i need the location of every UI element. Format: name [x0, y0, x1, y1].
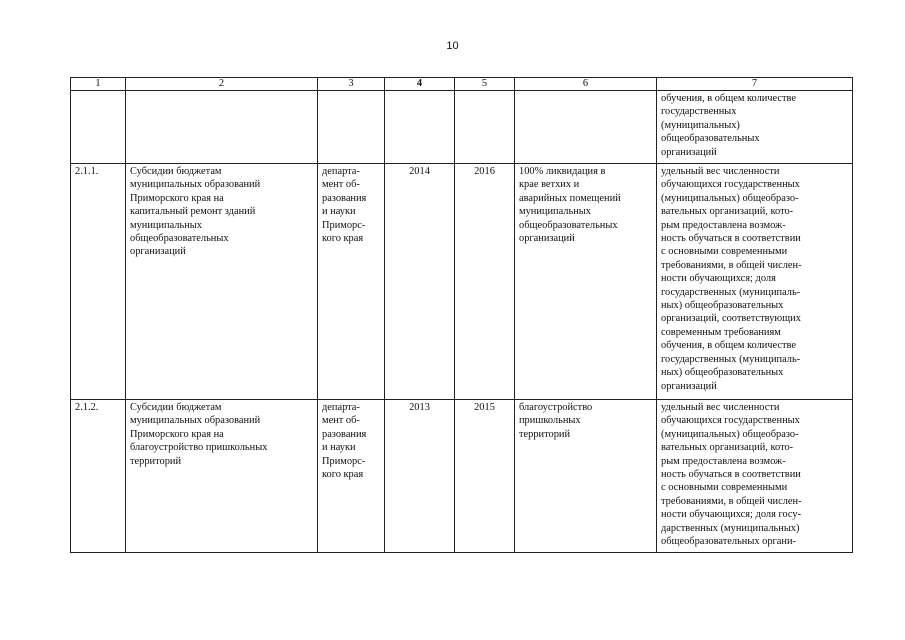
col-header-6: 6 — [515, 78, 657, 91]
cell-year-start — [385, 91, 455, 164]
cell-year-end — [455, 91, 515, 164]
cell-year-end: 2015 — [455, 400, 515, 553]
cell-executor — [318, 91, 385, 164]
program-table — [70, 77, 853, 553]
cell-executor: департа- мент об- разования и науки Приморс- кого края — [318, 400, 385, 553]
cell-year-start: 2013 — [385, 400, 455, 553]
col-header-1: 1 — [71, 78, 126, 91]
table-row — [71, 164, 853, 400]
cell-result: 100% ликвидация в крае ветхих и аварийных помещений муниципальных общеобразовательных организаций — [515, 164, 657, 400]
cell-executor: департа- мент об- разования и науки Приморс- кого края — [318, 164, 385, 400]
cell-name — [126, 91, 318, 164]
cell-name: Субсидии бюджетам муниципальных образований Приморского края на благоустройство пришкольных территорий — [126, 400, 318, 553]
cell-result: благоустройство пришкольных территорий — [515, 400, 657, 553]
cell-year-start: 2014 — [385, 164, 455, 400]
cell-indicator: обучения, в общем количестве государственных (муниципальных) общеобразовательных организаций — [657, 91, 853, 164]
col-header-4: 4 — [385, 78, 455, 91]
cell-number — [71, 91, 126, 164]
cell-result — [515, 91, 657, 164]
table-row — [71, 91, 853, 164]
col-header-5: 5 — [455, 78, 515, 91]
col-header-3: 3 — [318, 78, 385, 91]
col-header-7: 7 — [657, 78, 853, 91]
table-row — [71, 400, 853, 553]
header-row — [71, 78, 853, 91]
cell-name: Субсидии бюджетам муниципальных образований Приморского края на капитальный ремонт зданий муниципальных общеобразовательных организаций — [126, 164, 318, 400]
cell-number: 2.1.2. — [71, 400, 126, 553]
cell-year-end: 2016 — [455, 164, 515, 400]
col-header-2: 2 — [126, 78, 318, 91]
cell-number: 2.1.1. — [71, 164, 126, 400]
cell-indicator: удельный вес численности обучающихся государственных (муниципальных) общеобразо- вательных организаций, кото- рым предоставлена возмож- ность обучаться в соответствии с основными современными требованиями, в общей числен- ности обучающихся; доля государственных (муниципаль- ных) общеобразовательных организаций, соответствующих современным требованиям обучения, в общем количестве государственных (муниципаль- ных) общеобразовательных организаций — [657, 164, 853, 400]
cell-indicator: удельный вес численности обучающихся государственных (муниципальных) общеобразо- вательных организаций, кото- рым предоставлена возмож- ность обучаться в соответствии с основными современными требованиями, в общей числен- ности обучающихся; доля госу- дарственных (муниципальных) общеобразовательных органи- — [657, 400, 853, 553]
page-number: 10 — [446, 40, 459, 52]
